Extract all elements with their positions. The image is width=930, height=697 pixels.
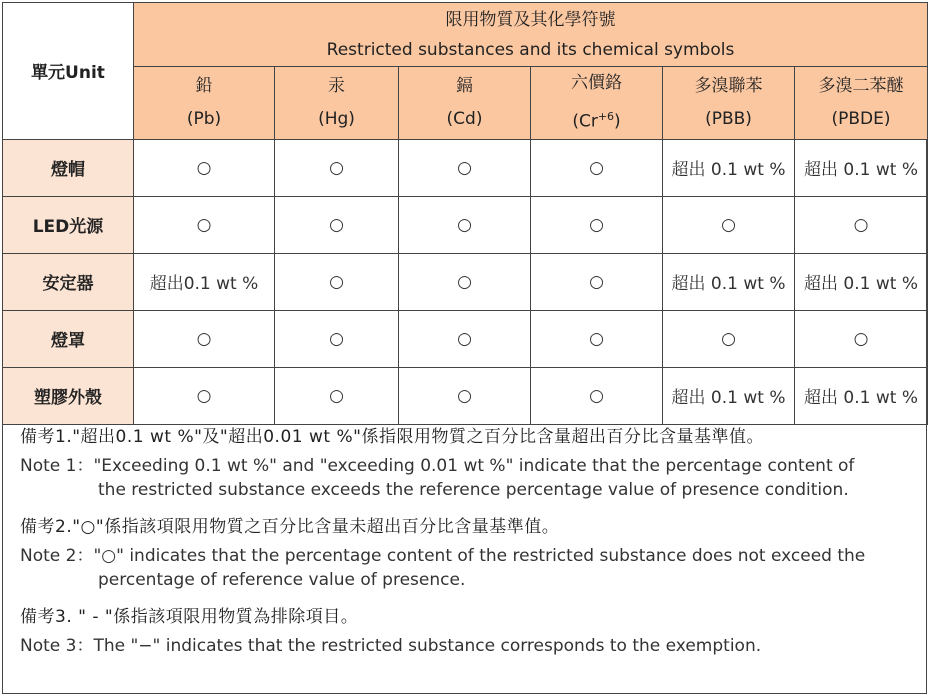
notes-section <box>20 420 920 658</box>
table-cell: ○ <box>275 367 399 424</box>
table-cell: 超出0.1 wt % <box>134 253 275 310</box>
substance-header-cr6: 六價鉻 $(Cr^{+6})$ <box>531 67 663 140</box>
note-2-en: Note 2："○" indicates that the percentage content of the restricted substance does not exceed the percentage of reference value of presence. <box>20 546 866 590</box>
table-cell: ○ <box>275 310 399 367</box>
row-unit: 燈帽 <box>3 139 134 196</box>
table-cell: ○ <box>399 367 531 424</box>
note-3-en: Note 3：The "−" indicates that the restricted substance corresponds to the exemption. <box>20 636 762 656</box>
table-cell: 超出 0.1 wt % <box>795 367 928 424</box>
substances-group-header <box>134 3 928 67</box>
table-cell: ○ <box>275 139 399 196</box>
table-cell: ○ <box>663 310 795 367</box>
table-cell: ○ <box>531 196 663 253</box>
table-cell: 超出 0.1 wt % <box>795 253 928 310</box>
substance-header-pbde: 多溴二苯醚 (PBDE) <box>795 67 928 140</box>
note-1-zh: 備考1."超出0.1 wt %"及"超出0.01 wt %"係指限用物質之百分比含量超出百分比含量基準值。 <box>20 427 764 447</box>
table-cell: 超出 0.1 wt % <box>663 253 795 310</box>
restricted-substances-table <box>2 2 928 425</box>
table-cell: ○ <box>531 367 663 424</box>
group-header-en: Restricted substances and its chemical symbols <box>326 39 735 60</box>
substance-header-pbb: 多溴聯苯 (PBB) <box>663 67 795 140</box>
substance-header-hg: 汞 (Hg) <box>275 67 399 140</box>
table-cell: ○ <box>531 253 663 310</box>
table-cell: ○ <box>399 253 531 310</box>
table-cell: ○ <box>275 196 399 253</box>
table-cell: ○ <box>134 310 275 367</box>
table-cell: ○ <box>399 139 531 196</box>
table-cell: ○ <box>134 139 275 196</box>
note-1-en: Note 1："Exceeding 0.1 wt %" and "exceeding 0.01 wt %" indicate that the percentage content of the restricted substance exceeds the reference percentage value of presence condition. <box>20 456 855 500</box>
row-unit: 塑膠外殼 <box>3 367 134 424</box>
table-cell: 超出 0.1 wt % <box>663 367 795 424</box>
table-cell: ○ <box>134 367 275 424</box>
note-1 <box>20 420 920 502</box>
substance-header-pb: 鉛 (Pb) <box>134 67 275 140</box>
table-cell: ○ <box>795 196 928 253</box>
row-unit: 安定器 <box>3 253 134 310</box>
table-cell: ○ <box>134 196 275 253</box>
table-row <box>3 196 928 253</box>
table-cell: 超出 0.1 wt % <box>795 139 928 196</box>
table-row <box>3 139 928 196</box>
table-row <box>3 367 928 424</box>
note-2 <box>20 510 920 592</box>
table-cell: ○ <box>531 310 663 367</box>
group-header-zh: 限用物質及其化學符號 <box>445 9 616 30</box>
table-row <box>3 310 928 367</box>
table-cell: ○ <box>531 139 663 196</box>
table-cell: 超出 0.1 wt % <box>663 139 795 196</box>
table-cell: ○ <box>663 196 795 253</box>
row-unit: LED光源 <box>3 196 134 253</box>
substance-header-cd: 鎘 (Cd) <box>399 67 531 140</box>
table-cell: ○ <box>795 310 928 367</box>
table-cell: ○ <box>399 196 531 253</box>
row-unit: 燈罩 <box>3 310 134 367</box>
note-3-zh: 備考3. " - "係指該項限用物質為排除項目。 <box>20 607 359 627</box>
note-3 <box>20 600 920 658</box>
table-cell: ○ <box>275 253 399 310</box>
note-2-zh: 備考2."○"係指該項限用物質之百分比含量未超出百分比含量基準值。 <box>20 517 560 537</box>
unit-header: 單元Unit <box>3 3 134 140</box>
table-row <box>3 253 928 310</box>
table-cell: ○ <box>399 310 531 367</box>
